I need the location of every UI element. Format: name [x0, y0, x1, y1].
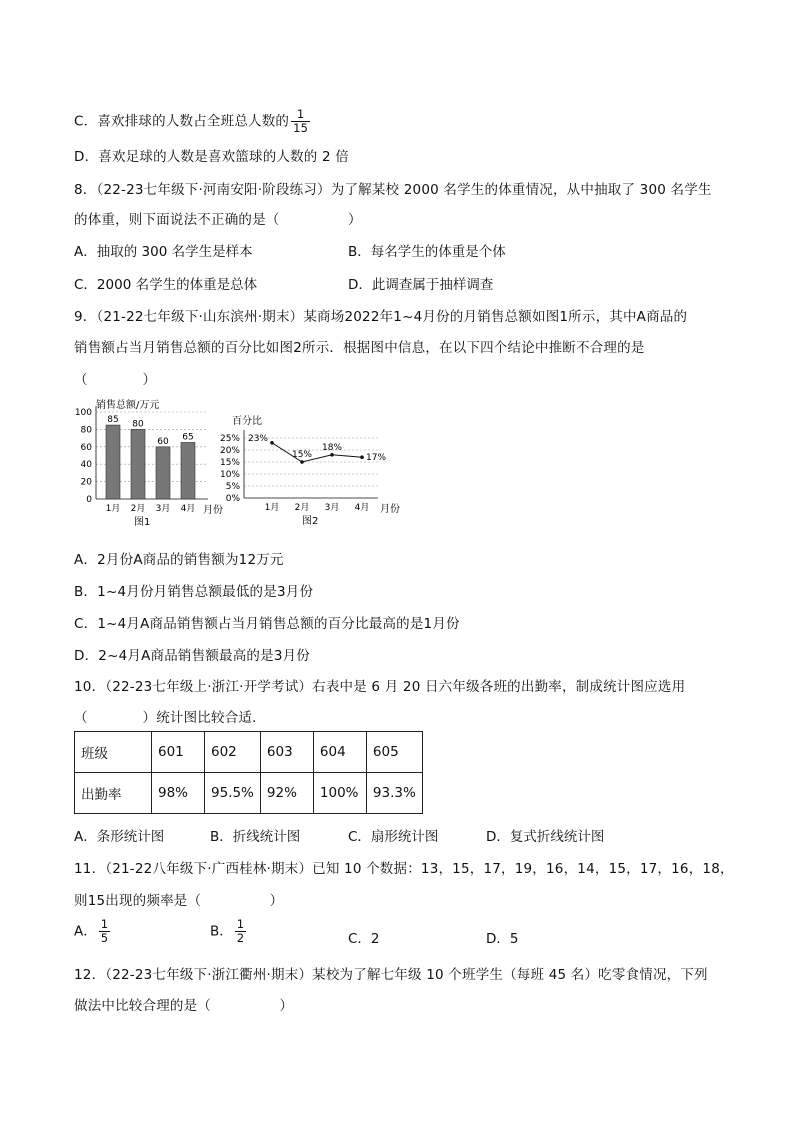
chart2-ytick-label: 20%: [219, 446, 240, 456]
q11-option-a: [74, 918, 110, 945]
chart2-ytick-label: 5%: [225, 482, 240, 492]
chart2-title: 图2: [302, 516, 319, 527]
q11-option-a-fraction: [99, 918, 110, 945]
table-cell: 92%: [260, 773, 313, 814]
q8-option-b: B．每名学生的体重是个体: [348, 244, 506, 260]
chart1-xtick-label: 4月: [180, 504, 196, 514]
q9-option-c: C．1~4月A商品销售额占当月销售总额的百分比最高的是1月份: [74, 616, 460, 632]
chart2-xtick-label: 3月: [324, 503, 340, 513]
q10-option-d: D．复式折线统计图: [486, 829, 605, 845]
q11-option-d: D．5: [486, 931, 519, 947]
q11-stem-line-1: 11．（21-22八年级下·广西桂林·期末）已知 10 个数据：13，15，17，19，16，14，15，17，16，18，: [74, 861, 734, 877]
table-header-cell: 604: [313, 732, 366, 773]
chart2-point: [330, 453, 334, 457]
table-header-cell: 班级: [75, 732, 152, 773]
chart1-ytick-label: 80: [80, 425, 92, 436]
table-header-cell: 602: [205, 732, 261, 773]
chart2-point: [270, 441, 274, 445]
chart1-bar: [106, 425, 120, 499]
option-label: B．: [210, 923, 233, 940]
chart1-ytick-label: 0: [86, 495, 92, 505]
table-cell: 95.5%: [205, 773, 261, 814]
chart2-ytick-label: 25%: [219, 434, 240, 444]
q12-stem-line-2: 做法中比较合理的是（ ）: [74, 998, 294, 1014]
table-header-cell: 603: [260, 732, 313, 773]
chart1-ytick-label: 40: [80, 460, 92, 471]
chart2-data-label: 18%: [321, 442, 343, 453]
chart2-point: [300, 460, 304, 464]
q9-stem-line-2: 销售额占当月销售总额的百分比如图2所示．根据图中信息，在以下四个结论中推断不合理的是: [74, 340, 645, 356]
q10-option-a: A．条形统计图: [74, 829, 165, 845]
table-cell: 98%: [152, 773, 205, 814]
q11-option-b: [210, 918, 246, 945]
q9-option-d: D．2~4月A商品销售额最高的是3月份: [74, 648, 311, 664]
chart1-xtick-label: 3月: [155, 504, 171, 514]
q7-option-d: D．喜欢足球的人数是喜欢篮球的人数的 2 倍: [74, 149, 349, 165]
chart1-data-label: 60: [157, 436, 169, 447]
q10-option-c: C．扇形统计图: [348, 829, 439, 845]
fraction-numerator: 1: [236, 917, 245, 931]
q10-stem-line-1: 10．（22-23七年级上·浙江·开学考试）右表中是 6 月 20 日六年级各班的出勤率，制成统计图应选用: [74, 679, 686, 695]
chart2-data-label: 23%: [247, 433, 268, 444]
chart2-xtick-label: 1月: [264, 503, 280, 513]
chart1-xtick-label: 1月: [105, 504, 121, 514]
q9-option-b: B．1~4月份月销售总额最低的是3月份: [74, 584, 314, 600]
chart1-bar: [181, 442, 195, 499]
q9-option-a: A．2月份A商品的销售额为12万元: [74, 552, 284, 568]
table-header-cell: 605: [366, 732, 422, 773]
chart1-ytick-label: 20: [80, 477, 92, 488]
option-label: A．: [74, 923, 97, 940]
q7-option-c-text: C．喜欢排球的人数占全班总人数的: [74, 113, 290, 130]
chart1-ytick-label: 60: [80, 442, 92, 453]
chart1-xtick-label: 2月: [130, 504, 146, 514]
chart2-ytick-label: 15%: [219, 458, 240, 468]
q11-option-b-fraction: [235, 918, 246, 945]
q9-stem-line-3: （ ）: [74, 372, 157, 388]
fraction-denominator: 5: [100, 931, 109, 945]
q12-stem-line-1: 12．（22-23七年级下·浙江衢州·期末）某校为了解七年级 10 个班学生（每班 45 名）吃零食情况，下列: [74, 967, 708, 983]
fraction-numerator: 1: [100, 917, 109, 931]
chart1-bar: [156, 447, 170, 499]
chart2-ytick-label: 0%: [225, 494, 240, 504]
q7-option-c-fraction: [291, 108, 310, 135]
q11-stem-line-2: 则15出现的频率是（ ）: [74, 893, 284, 909]
chart1-data-label: 65: [182, 432, 194, 443]
chart2-series-line: [272, 443, 362, 462]
table-cell: 93.3%: [366, 773, 422, 814]
fraction-numerator: 1: [291, 108, 310, 122]
chart2-data-label: 15%: [291, 450, 313, 460]
fraction-denominator: 2: [236, 931, 245, 945]
chart2-point: [360, 455, 364, 459]
q8-stem-line-1: 8．（22-23七年级下·河南安阳·阶段练习）为了解某校 2000 名学生的体重情况，从中抽取了 300 名学生: [74, 182, 712, 198]
table-row: [75, 732, 423, 773]
chart1-xlabel: 月份: [203, 505, 223, 516]
q8-stem-line-2: 的体重，则下面说法不正确的是（ ）: [74, 212, 362, 228]
chart2-xtick-label: 2月: [294, 503, 310, 513]
q10-option-b: B．折线统计图: [210, 829, 301, 845]
chart1-bar: [131, 429, 145, 499]
figure-1-bar-chart: [70, 394, 230, 534]
table-cell: 100%: [313, 773, 366, 814]
chart1-ylabel: 销售总额/万元: [96, 400, 160, 411]
q8-option-d: D．此调查属于抽样调查: [348, 277, 494, 293]
chart2-data-label: 17%: [366, 453, 387, 464]
chart2-ylabel: 百分比: [232, 416, 262, 427]
chart2-xtick-label: 4月: [354, 503, 370, 513]
chart1-title: 图1: [134, 517, 151, 528]
table-header-cell: 601: [152, 732, 205, 773]
chart2-xlabel: 月份: [380, 504, 400, 515]
attendance-table: [74, 731, 423, 814]
figure-2-line-chart: [218, 412, 408, 534]
q7-option-c: [74, 108, 310, 135]
q10-stem-line-2: （ ）统计图比较合适．: [74, 710, 266, 726]
table-row: [75, 773, 423, 814]
chart1-data-label: 85: [107, 415, 119, 426]
chart1-data-label: 80: [132, 419, 144, 430]
chart1-ytick-label: 100: [74, 408, 92, 418]
q11-option-c: C．2: [348, 931, 380, 947]
q9-stem-line-1: 9．（21-22七年级下·山东滨州·期末）某商场2022年1~4月份的月销售总额如图1所示，其中A商品的: [74, 309, 688, 325]
fraction-denominator: 15: [293, 121, 309, 135]
chart2-ytick-label: 10%: [219, 470, 240, 480]
q8-option-a: A．抽取的 300 名学生是样本: [74, 244, 253, 260]
q8-option-c: C．2000 名学生的体重是总体: [74, 277, 258, 293]
table-cell: 出勤率: [75, 773, 152, 814]
